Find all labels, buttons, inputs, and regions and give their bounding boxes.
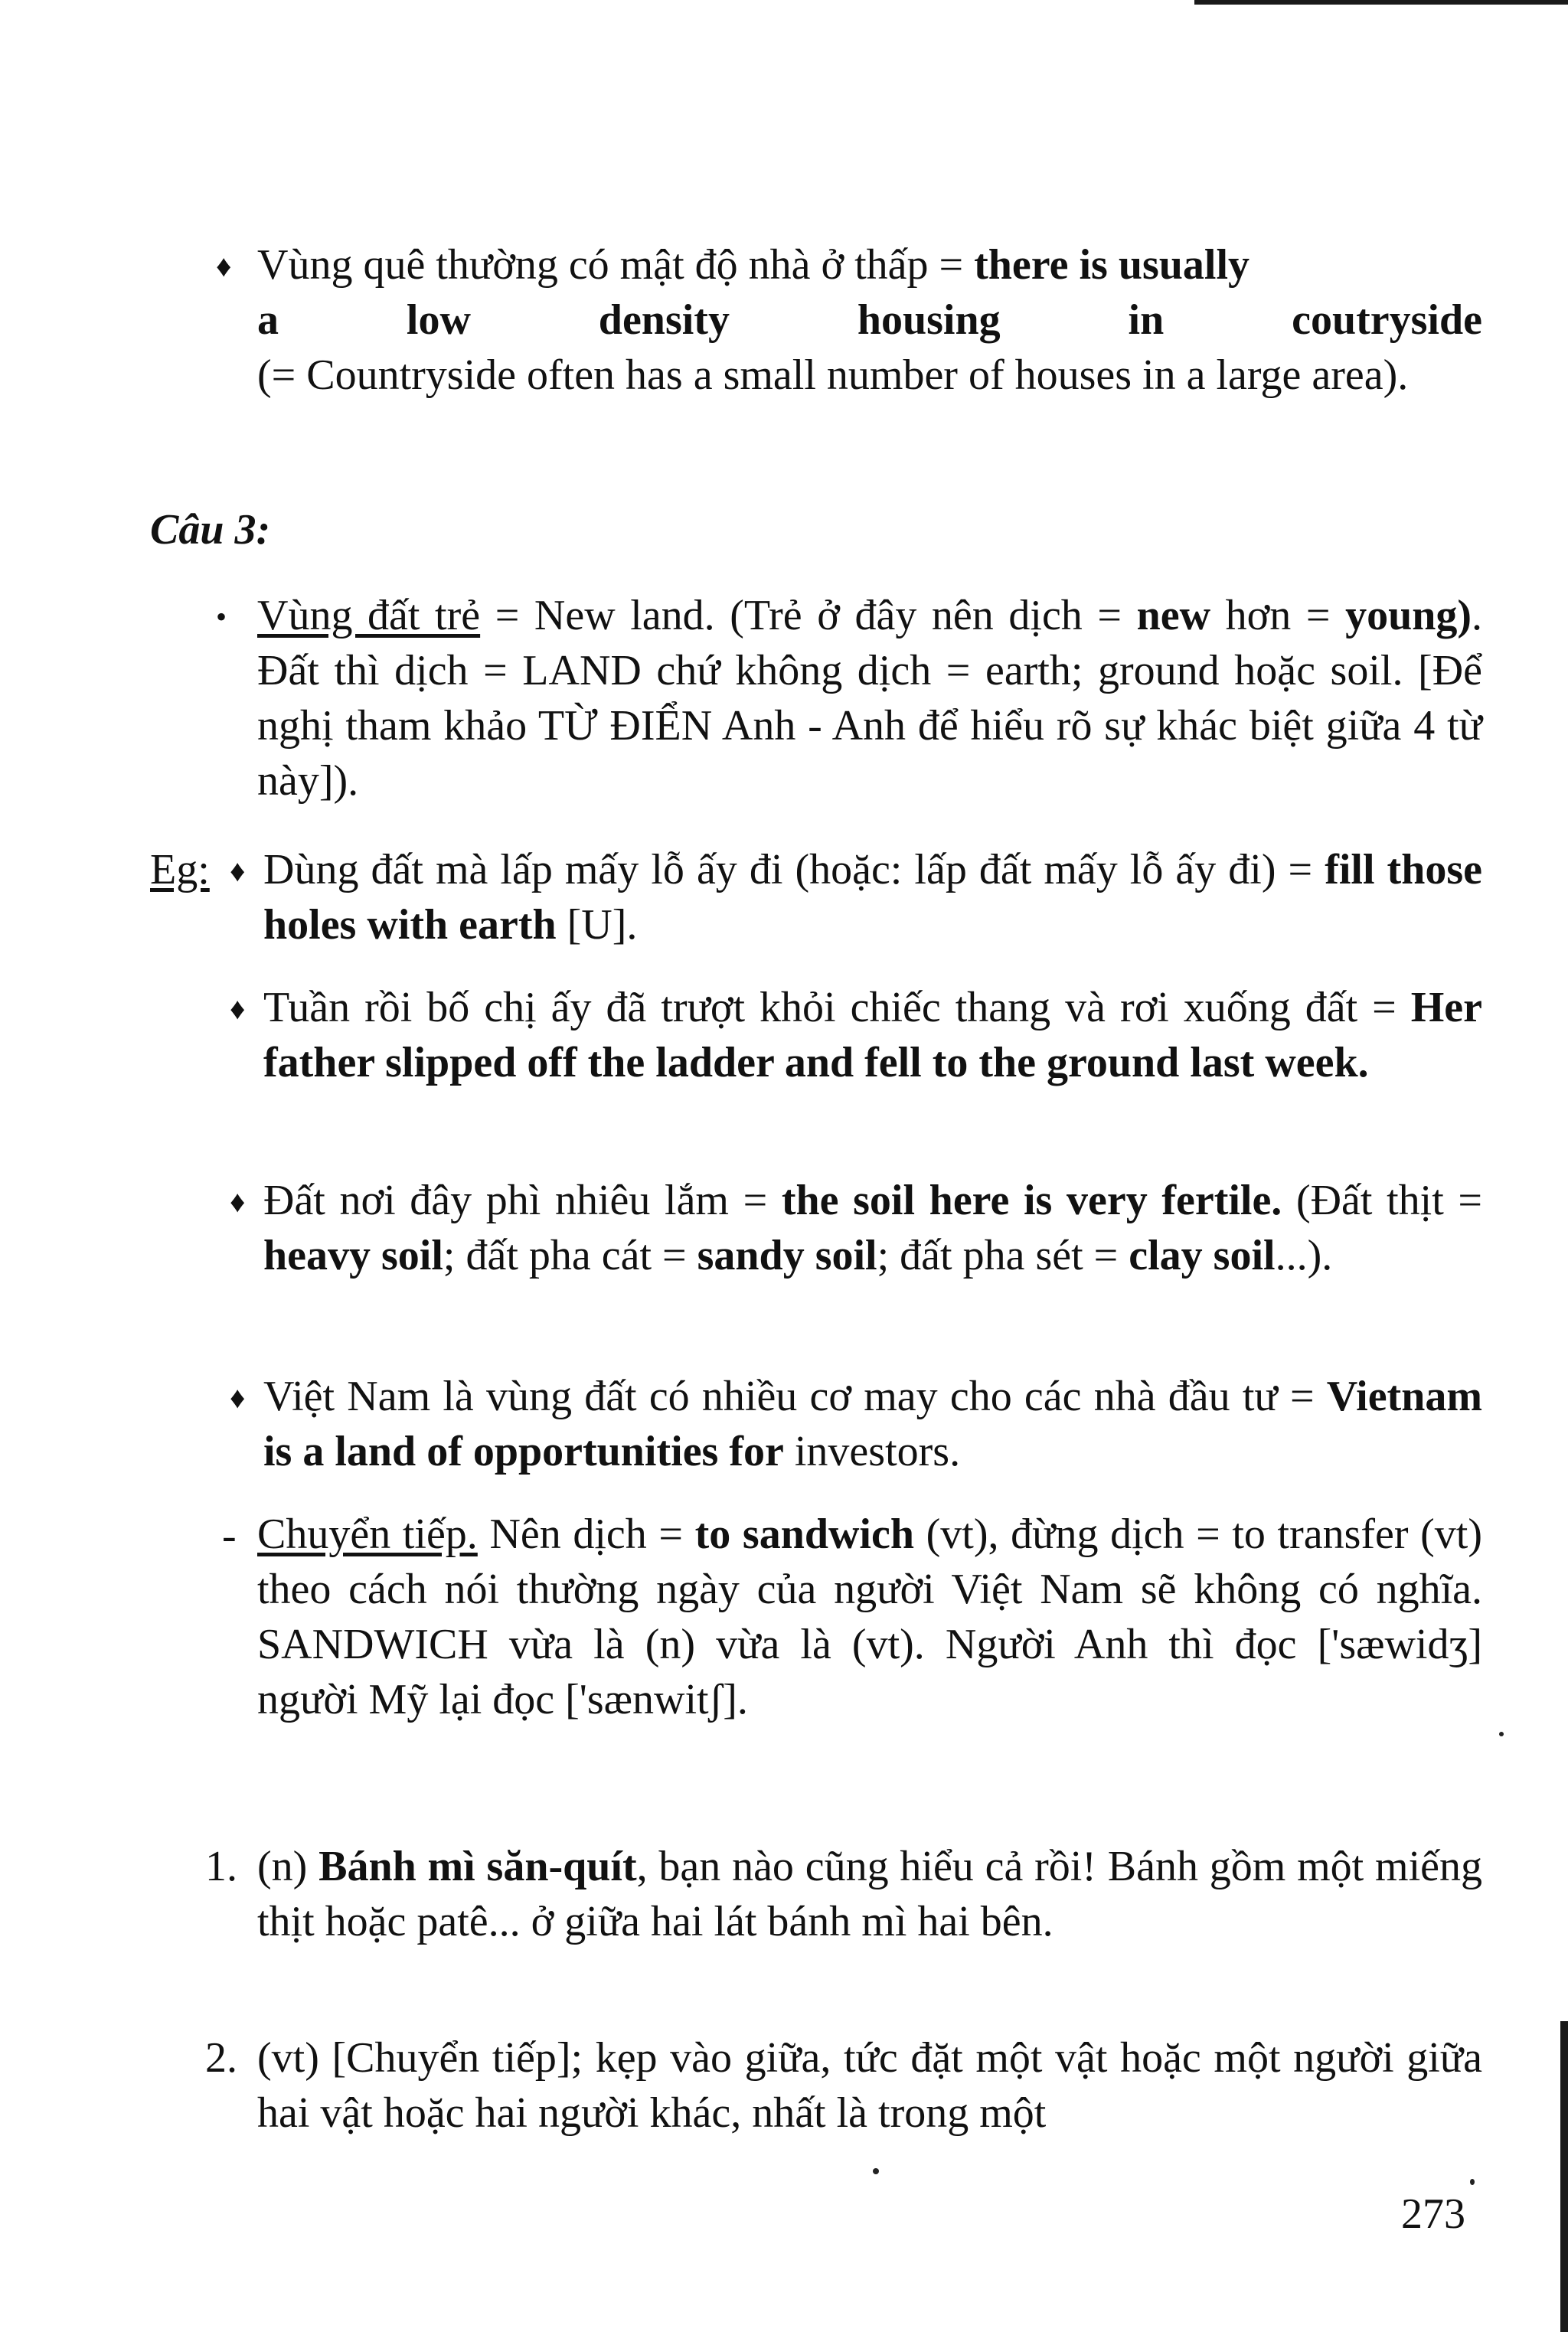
scan-speck xyxy=(1499,1732,1504,1736)
bold-text: new xyxy=(1136,592,1211,639)
example-2 xyxy=(263,980,1482,1090)
text: ...). xyxy=(1275,1232,1333,1279)
paragraph-countryside xyxy=(257,237,1482,403)
scan-speck xyxy=(873,2168,879,2174)
bold-text: young) xyxy=(1345,592,1472,639)
text: . Đất thì dịch = LAND chứ không dịch = earth; ground hoặc soil. [Để nghị tham khảo TỪ ĐIỂN Anh - Anh để hiểu rõ sự khác biệt giữa 4 từ này]). xyxy=(257,592,1482,805)
text: Vùng quê thường có mật độ nhà ở thấp = xyxy=(257,241,975,289)
text: Việt Nam là vùng đất có nhiều cơ may cho các nhà đầu tư = xyxy=(263,1373,1327,1420)
text: ; đất pha cát = xyxy=(443,1232,697,1279)
bold-text: to sandwich xyxy=(694,1511,914,1558)
text: (n) xyxy=(257,1843,319,1890)
text: [U]. xyxy=(556,901,638,949)
bullet-icon: ♦ xyxy=(230,1380,246,1415)
bullet-icon: ♦ xyxy=(230,1184,246,1219)
list-item-1 xyxy=(257,1839,1482,1949)
term-underlined: Chuyển tiếp. xyxy=(257,1511,478,1558)
bold-text: sandy soil xyxy=(697,1232,877,1279)
example-label: Eg: xyxy=(150,846,210,893)
bullet-icon: ♦ xyxy=(230,991,246,1026)
bullet-icon: ♦ xyxy=(230,854,246,888)
right-edge-bar xyxy=(1560,2021,1568,2332)
text: , bạn nào cũng hiểu cả rồi! Bánh gồm một miếng thịt hoặc patê... ở giữa hai lát bánh mì hai bên. xyxy=(257,1843,1482,1945)
example-4 xyxy=(263,1369,1482,1479)
text: Nên dịch = xyxy=(477,1511,695,1558)
text: (Đất thịt = xyxy=(1282,1177,1482,1224)
text: Tuần rồi bố chị ấy đã trượt khỏi chiếc thang và rơi xuống đất = xyxy=(263,984,1411,1031)
list-item-2 xyxy=(257,2030,1482,2141)
text: (vt), đừng dịch = to transfer (vt) theo cách nói thường ngày của người Việt Nam sẽ không có nghĩa. SANDWICH vừa là (n) vừa là (vt). Người Anh thì đọc ['sæwidʒ] người Mỹ lại đọc ['sænwitʃ]. xyxy=(257,1511,1483,1723)
bold-text: the soil here is very fertile. xyxy=(781,1177,1282,1224)
bold-text: heavy soil xyxy=(263,1232,443,1279)
text: (= Countryside often has a small number of houses in a large area). xyxy=(257,351,1409,399)
term-underlined: Vùng đất trẻ xyxy=(257,592,481,639)
list-number: 2. xyxy=(205,2034,237,2082)
dash-marker: - xyxy=(222,1512,237,1560)
dot-bullet-icon: • xyxy=(216,599,227,634)
bullet-icon: ♦ xyxy=(216,249,232,283)
text: Dùng đất mà lấp mấy lỗ ấy đi (hoặc: lấp đất mấy lỗ ấy đi) = xyxy=(263,846,1325,893)
page-number: 273 xyxy=(1401,2190,1465,2238)
bold-text: Bánh mì săn-quít xyxy=(318,1843,637,1890)
list-number: 1. xyxy=(205,1843,237,1890)
text: ; đất pha sét = xyxy=(877,1232,1129,1279)
bold-text: there is usually xyxy=(974,241,1250,289)
text: Đất nơi đây phì nhiêu lắm = xyxy=(263,1177,782,1224)
bold-text: a low density housing in coutryside xyxy=(257,296,1482,344)
bold-text: Her father slipped off the ladder and fell to the ground last week. xyxy=(263,984,1482,1086)
text: = New land. (Trẻ ở đây nên dịch = xyxy=(480,592,1137,639)
bold-line xyxy=(257,292,1482,348)
paragraph-new-land xyxy=(257,588,1482,808)
bold-text: clay soil xyxy=(1129,1232,1276,1279)
bold-text: fill those holes with earth xyxy=(263,846,1482,949)
example-3 xyxy=(263,1173,1482,1283)
question-heading: Câu 3: xyxy=(150,506,271,554)
top-edge-rule xyxy=(1194,0,1568,5)
paragraph-sandwich xyxy=(257,1507,1482,1727)
bold-text: Vietnam is a land of opportunities for xyxy=(263,1373,1482,1475)
example-1 xyxy=(263,842,1482,952)
scan-speck xyxy=(1470,2179,1475,2185)
text: (vt) [Chuyển tiếp]; kẹp vào giữa, tức đặt một vật hoặc một người giữa hai vật hoặc hai người khác, nhất là trong một xyxy=(257,2034,1482,2137)
text: investors. xyxy=(783,1428,961,1475)
text: hơn = xyxy=(1210,592,1346,639)
